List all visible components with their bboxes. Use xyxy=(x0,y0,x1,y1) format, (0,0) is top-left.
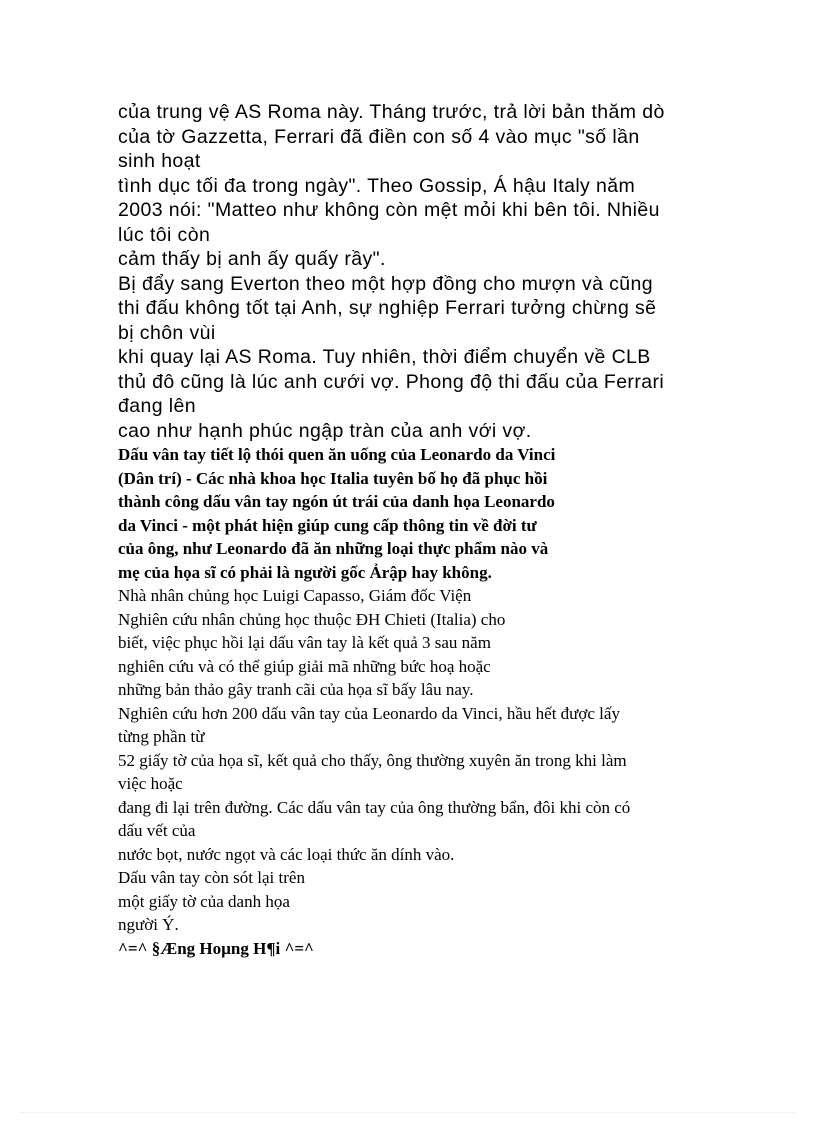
text-line: cảm thấy bị anh ấy quấy rầy". xyxy=(118,248,386,270)
text-line: thi đấu không tốt tại Anh, sự nghiệp Ferrari tưởng chừng sẽ xyxy=(118,297,657,319)
document-page xyxy=(118,100,708,960)
text-line: khi quay lại AS Roma. Tuy nhiên, thời điểm chuyển về CLB xyxy=(118,346,651,368)
text-line: biết, việc phục hồi lại dấu vân tay là kết quả 3 sau năm xyxy=(118,633,491,652)
text-line: một giấy tờ của danh họa xyxy=(118,891,290,911)
text-line: của tờ Gazzetta, Ferrari đã điền con số 4 vào mục "số lần xyxy=(118,125,640,148)
text-line: của trung vệ AS Roma này. Tháng trước, trả lời bản thăm dò xyxy=(118,101,665,123)
text-line: Nghiên cứu hơn 200 dấu vân tay của Leonardo da Vinci, hầu hết được lấy xyxy=(118,703,620,723)
text-line: người Ý. xyxy=(118,915,179,934)
text-line: thủ đô cũng là lúc anh cưới vợ. Phong độ thi đấu của Ferrari xyxy=(118,370,665,393)
text-line: tình dục tối đa trong ngày". Theo Gossip, Á hậu Italy năm xyxy=(118,174,636,197)
signature: ^=^ §Æng Hoµng H¶i ^=^ xyxy=(118,938,314,958)
text-line: Nhà nhân chủng học Luigi Capasso, Giám đốc Viện xyxy=(118,586,472,605)
text-line: sinh hoạt xyxy=(118,150,201,172)
text-line: 52 giấy tờ của họa sĩ, kết quả cho thấy, ông thường xuyên ăn trong khi làm xyxy=(118,750,627,770)
text-line: những bản thảo gây tranh cãi của họa sĩ bấy lâu nay. xyxy=(118,680,474,699)
text-line: dấu vết của xyxy=(118,821,196,840)
text-line: 2003 nói: "Matteo như không còn mệt mỏi khi bên tôi. Nhiều xyxy=(118,199,660,221)
text-line: đang lên xyxy=(118,395,197,417)
text-line: lúc tôi còn xyxy=(118,223,211,246)
article-leonardo xyxy=(118,443,708,960)
text-line: nghiên cứu và có thể giúp giải mã những bức hoạ hoặc xyxy=(118,656,491,676)
text-line: bị chôn vùi xyxy=(118,321,216,344)
article-lead: (Dân trí) - Các nhà khoa học Italia tuyên bố họ đã phục hồi thành công dấu vân tay ngón út trái của danh họa Leonardo da Vinci - một phát hiện giúp cung cấp thông tin về đời tư của ông, như Leonardo đã ăn những loại thực phẩm nào và mẹ của họa sĩ có phải là người gốc Ảrập hay không. xyxy=(118,468,555,582)
text-line: cao như hạnh phúc ngập tràn của anh với vợ. xyxy=(118,419,532,442)
text-line: việc hoặc xyxy=(118,774,183,793)
text-line: Bị đẩy sang Everton theo một hợp đồng cho mượn và cũng xyxy=(118,272,654,295)
page-bottom-divider xyxy=(20,1112,796,1113)
text-line: Dấu vân tay còn sót lại trên xyxy=(118,868,305,887)
text-line: nước bọt, nước ngọt và các loại thức ăn dính vào. xyxy=(118,844,455,864)
text-line: Nghiên cứu nhân chủng học thuộc ĐH Chieti (Italia) cho xyxy=(118,609,506,629)
article-title: Dấu vân tay tiết lộ thói quen ăn uống của Leonardo da Vinci xyxy=(118,445,556,464)
article-ferrari xyxy=(118,100,708,443)
text-line: từng phần từ xyxy=(118,727,205,746)
text-line: đang đi lại trên đường. Các dấu vân tay của ông thường bẩn, đôi khi còn có xyxy=(118,797,631,817)
